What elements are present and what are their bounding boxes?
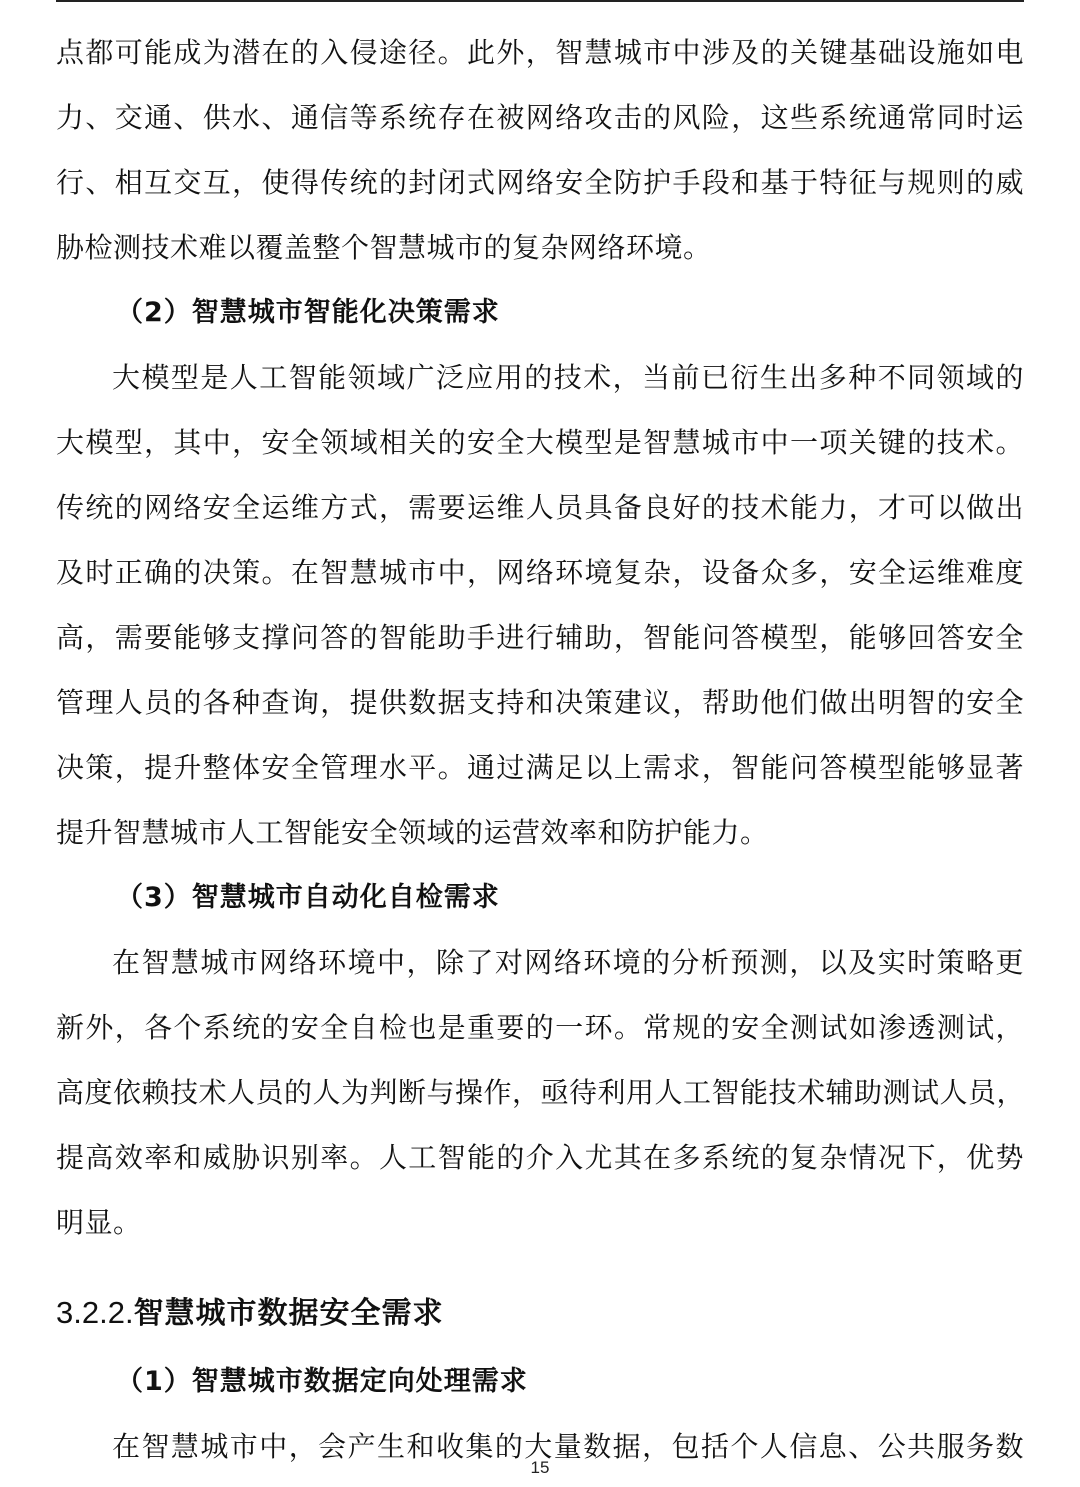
text-line: 在智慧城市网络环境中，除了对网络环境的分析预测，以及实时策略更 <box>112 946 1024 979</box>
text-line: 决策，提升整体安全管理水平。通过满足以上需求，智能问答模型能够显著 <box>56 751 1024 784</box>
text-line: 明显。 <box>56 1206 142 1239</box>
text-line: 行、相互交互，使得传统的封闭式网络安全防护手段和基于特征与规则的威 <box>56 166 1024 199</box>
text-line: 大模型是人工智能领域广泛应用的技术，当前已衍生出多种不同领域的 <box>112 361 1024 394</box>
text-line: 胁检测技术难以覆盖整个智慧城市的复杂网络环境。 <box>56 231 712 264</box>
text-line: 管理人员的各种查询，提供数据支持和决策建议，帮助他们做出明智的安全 <box>56 686 1024 719</box>
subheading-automated-self-check: （3）智慧城市自动化自检需求 <box>116 882 500 913</box>
text-line: 点都可能成为潜在的入侵途径。此外，智慧城市中涉及的关键基础设施如电 <box>56 36 1024 69</box>
text-line: 高，需要能够支撑问答的智能助手进行辅助，智能问答模型，能够回答安全 <box>56 621 1024 654</box>
section-title: 智慧城市数据安全需求 <box>133 1296 444 1331</box>
header-rule <box>56 0 1024 2</box>
paragraph-intelligent-decision <box>56 345 1024 865</box>
text-line: 在智慧城市中，会产生和收集的大量数据，包括个人信息、公共服务数 <box>112 1430 1024 1463</box>
text-line: 新外，各个系统的安全自检也是重要的一环。常规的安全测试如渗透测试， <box>56 1011 1024 1044</box>
text-line: 及时正确的决策。在智慧城市中，网络环境复杂，设备众多，安全运维难度 <box>56 556 1024 589</box>
text-line: 力、交通、供水、通信等系统存在被网络攻击的风险，这些系统通常同时运 <box>56 101 1024 134</box>
text-line: 提升智慧城市人工智能安全领域的运营效率和防护能力。 <box>56 816 769 849</box>
section-heading <box>56 1277 1024 1349</box>
text-line: 传统的网络安全运维方式，需要运维人员具备良好的技术能力，才可以做出 <box>56 491 1024 524</box>
page-body <box>56 20 1024 1479</box>
paragraph-automated-self-check <box>56 930 1024 1255</box>
subheading-data-directed-processing: （1）智慧城市数据定向处理需求 <box>116 1366 528 1397</box>
text-line: 高度依赖技术人员的人为判断与操作，亟待利用人工智能技术辅助测试人员， <box>56 1076 1026 1109</box>
text-line: 提高效率和威胁识别率。人工智能的介入尤其在多系统的复杂情况下，优势 <box>56 1141 1024 1174</box>
section-number: 3.2.2. <box>56 1295 134 1330</box>
paragraph-infrastructure-risk <box>56 20 1024 280</box>
page-number: 15 <box>530 1458 550 1477</box>
subheading-intelligent-decision: （2）智慧城市智能化决策需求 <box>116 297 500 328</box>
text-line: 大模型，其中，安全领域相关的安全大模型是智慧城市中一项关键的技术。 <box>56 426 1024 459</box>
